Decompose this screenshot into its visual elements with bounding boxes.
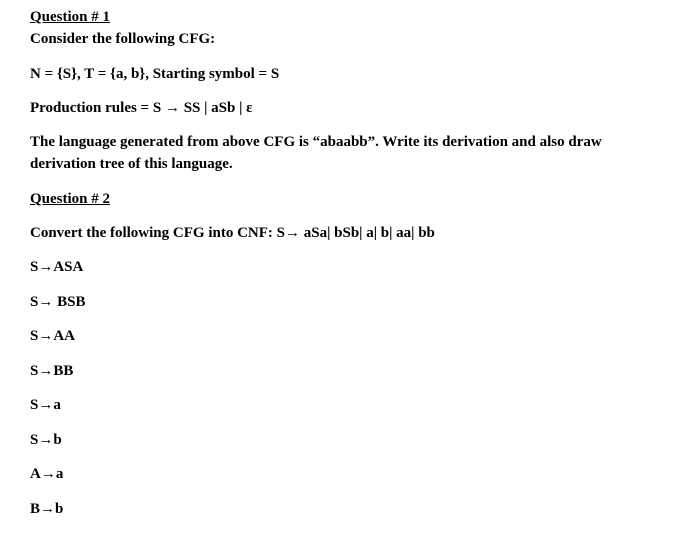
production-line: B→b: [30, 501, 64, 517]
question-1-sets: N = {S}, T = {a, b}, Starting symbol = S: [30, 66, 280, 82]
question-1-task-line-1: The language generated from above CFG is “abaabb”. Write its derivation and also draw: [30, 134, 602, 150]
production-line: S→ BSB: [30, 294, 86, 310]
question-1-heading: Question # 1: [30, 9, 111, 25]
production-line: S→b: [30, 432, 62, 448]
question-1-intro: Consider the following CFG:: [30, 31, 216, 47]
question-2-heading: Question # 2: [30, 191, 111, 207]
production-line: S→AA: [30, 328, 76, 344]
production-line: S→a: [30, 397, 61, 413]
production-line: A→a: [30, 466, 64, 482]
question-1-production-rules: Production rules = S → SS | aSb | ε: [30, 100, 253, 116]
production-line: S→ASA: [30, 259, 84, 275]
question-1-task-line-2: derivation tree of this language.: [30, 156, 233, 172]
question-2-task: Convert the following CFG into CNF: S→ aSa| bSb| a| b| aa| bb: [30, 225, 435, 241]
production-line: S→BB: [30, 363, 74, 379]
